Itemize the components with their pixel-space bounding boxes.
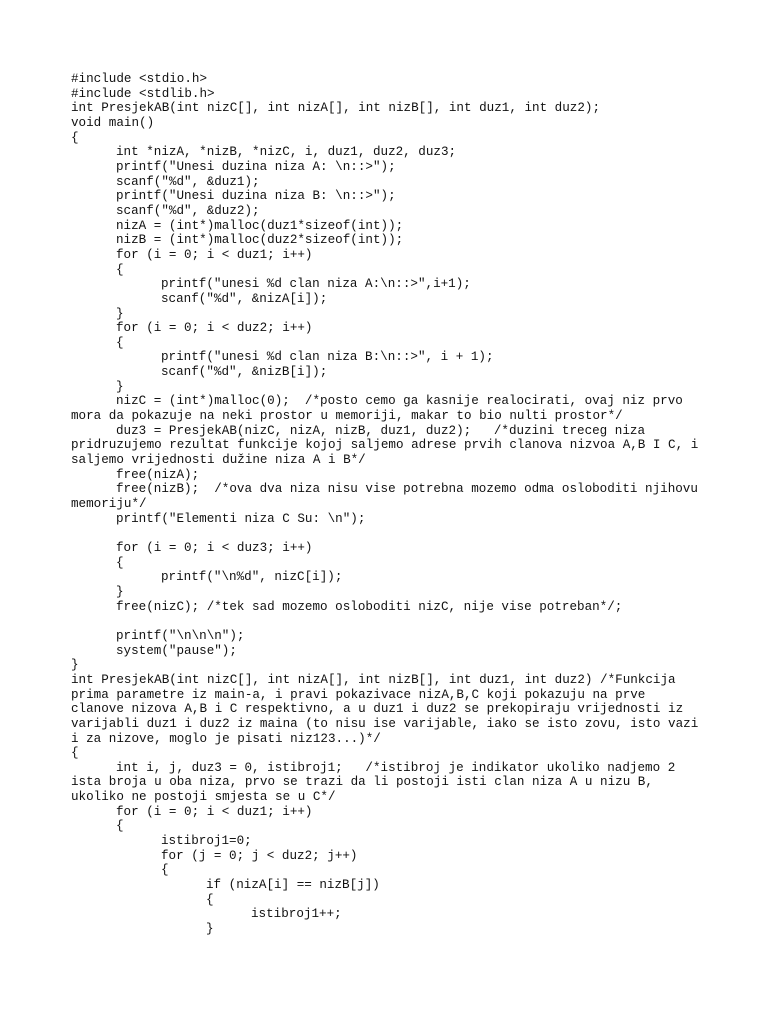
code-line: ista broja u oba niza, prvo se trazi da li postoji isti clan niza A u nizu B, [71,775,653,790]
code-line: { [116,335,124,350]
code-line: } [116,584,124,599]
code-line: #include <stdlib.h> [71,86,215,101]
code-line: { [116,262,124,277]
code-line: free(nizC); /*tek sad mozemo osloboditi nizC, nije vise potreban*/; [116,599,623,614]
code-line [71,526,731,541]
code-line: for (i = 0; i < duz2; i++) [116,321,313,336]
code-line: saljemo vrijednosti dužine niza A i B*/ [71,453,366,468]
code-line: for (i = 0; i < duz3; i++) [116,540,313,555]
code-line: nizB = (int*)malloc(duz2*sizeof(int)); [116,233,404,248]
code-line: printf("unesi %d clan niza A:\n::>",i+1); [161,277,471,292]
code-line: free(nizA); [116,467,200,482]
code-listing [71,72,731,937]
code-line: printf("Unesi duzina niza A: \n::>"); [116,159,396,174]
code-line: { [206,892,214,907]
code-line: scanf("%d", &nizB[i]); [161,365,328,380]
code-line: } [71,658,79,673]
code-line: printf("\n%d", nizC[i]); [161,570,343,585]
code-line: varijabli duz1 i duz2 iz maina (to nisu ise varijable, iako se isto zovu, isto vazi [71,716,699,731]
code-line: printf("Unesi duzina niza B: \n::>"); [116,189,396,204]
code-line: for (i = 0; i < duz1; i++) [116,247,313,262]
code-line: printf("unesi %d clan niza B:\n::>", i + 1); [161,350,494,365]
code-line: pridruzujemo rezultat funkcije kojoj saljemo adrese prvih clanova nizvoa A,B I C, i [71,438,699,453]
code-line: void main() [71,115,155,130]
code-line: ukoliko ne postoji smjesta se u C*/ [71,790,336,805]
code-line: scanf("%d", &duz2); [116,203,260,218]
code-line: { [71,130,79,145]
code-line: system("pause"); [116,643,237,658]
code-line: memoriju*/ [71,497,147,512]
code-line: printf("Elementi niza C Su: \n"); [116,511,366,526]
code-line: scanf("%d", &nizA[i]); [161,291,328,306]
code-line: int PresjekAB(int nizC[], int nizA[], int nizB[], int duz1, int duz2); [71,101,601,116]
code-line: { [116,555,124,570]
code-line: i za nizove, moglo je pisati niz123...)*/ [71,731,381,746]
code-line: nizA = (int*)malloc(duz1*sizeof(int)); [116,218,404,233]
code-line: { [161,863,169,878]
code-line: istibroj1=0; [161,834,252,849]
code-line: for (j = 0; j < duz2; j++) [161,848,358,863]
code-line [71,614,731,629]
code-line: for (i = 0; i < duz1; i++) [116,804,313,819]
code-line: duz3 = PresjekAB(nizC, nizA, nizB, duz1, duz2); /*duzini treceg niza [116,423,646,438]
code-line: scanf("%d", &duz1); [116,174,260,189]
code-line: nizC = (int*)malloc(0); /*posto cemo ga kasnije realocirati, ovaj niz prvo [116,394,683,409]
code-line: prima parametre iz main-a, i pravi pokazivace nizA,B,C koji pokazuju na prve [71,687,646,702]
code-line: #include <stdio.h> [71,72,208,86]
code-line: int i, j, duz3 = 0, istibroj1; /*istibroj je indikator ukoliko nadjemo 2 [116,760,676,775]
code-line: { [71,746,79,761]
code-line: free(nizB); /*ova dva niza nisu vise potrebna mozemo odma osloboditi njihovu [116,482,698,497]
code-line: } [116,306,124,321]
code-line: clanove nizova A,B i C respektivno, a u duz1 i duz2 se prekopiraju vrijednosti iz [71,702,684,717]
code-line: mora da pokazuje na neki prostor u memoriji, makar to bio nulti prostor*/ [71,409,623,424]
code-line: printf("\n\n\n"); [116,628,245,643]
code-line: istibroj1++; [251,907,342,922]
code-line: } [116,379,124,394]
code-line: } [206,922,214,937]
code-line: if (nizA[i] == nizB[j]) [206,878,380,893]
code-line: int *nizA, *nizB, *nizC, i, duz1, duz2, duz3; [116,145,457,160]
code-line: int PresjekAB(int nizC[], int nizA[], int nizB[], int duz1, int duz2) /*Funkcija [71,672,676,687]
code-line: { [116,819,124,834]
